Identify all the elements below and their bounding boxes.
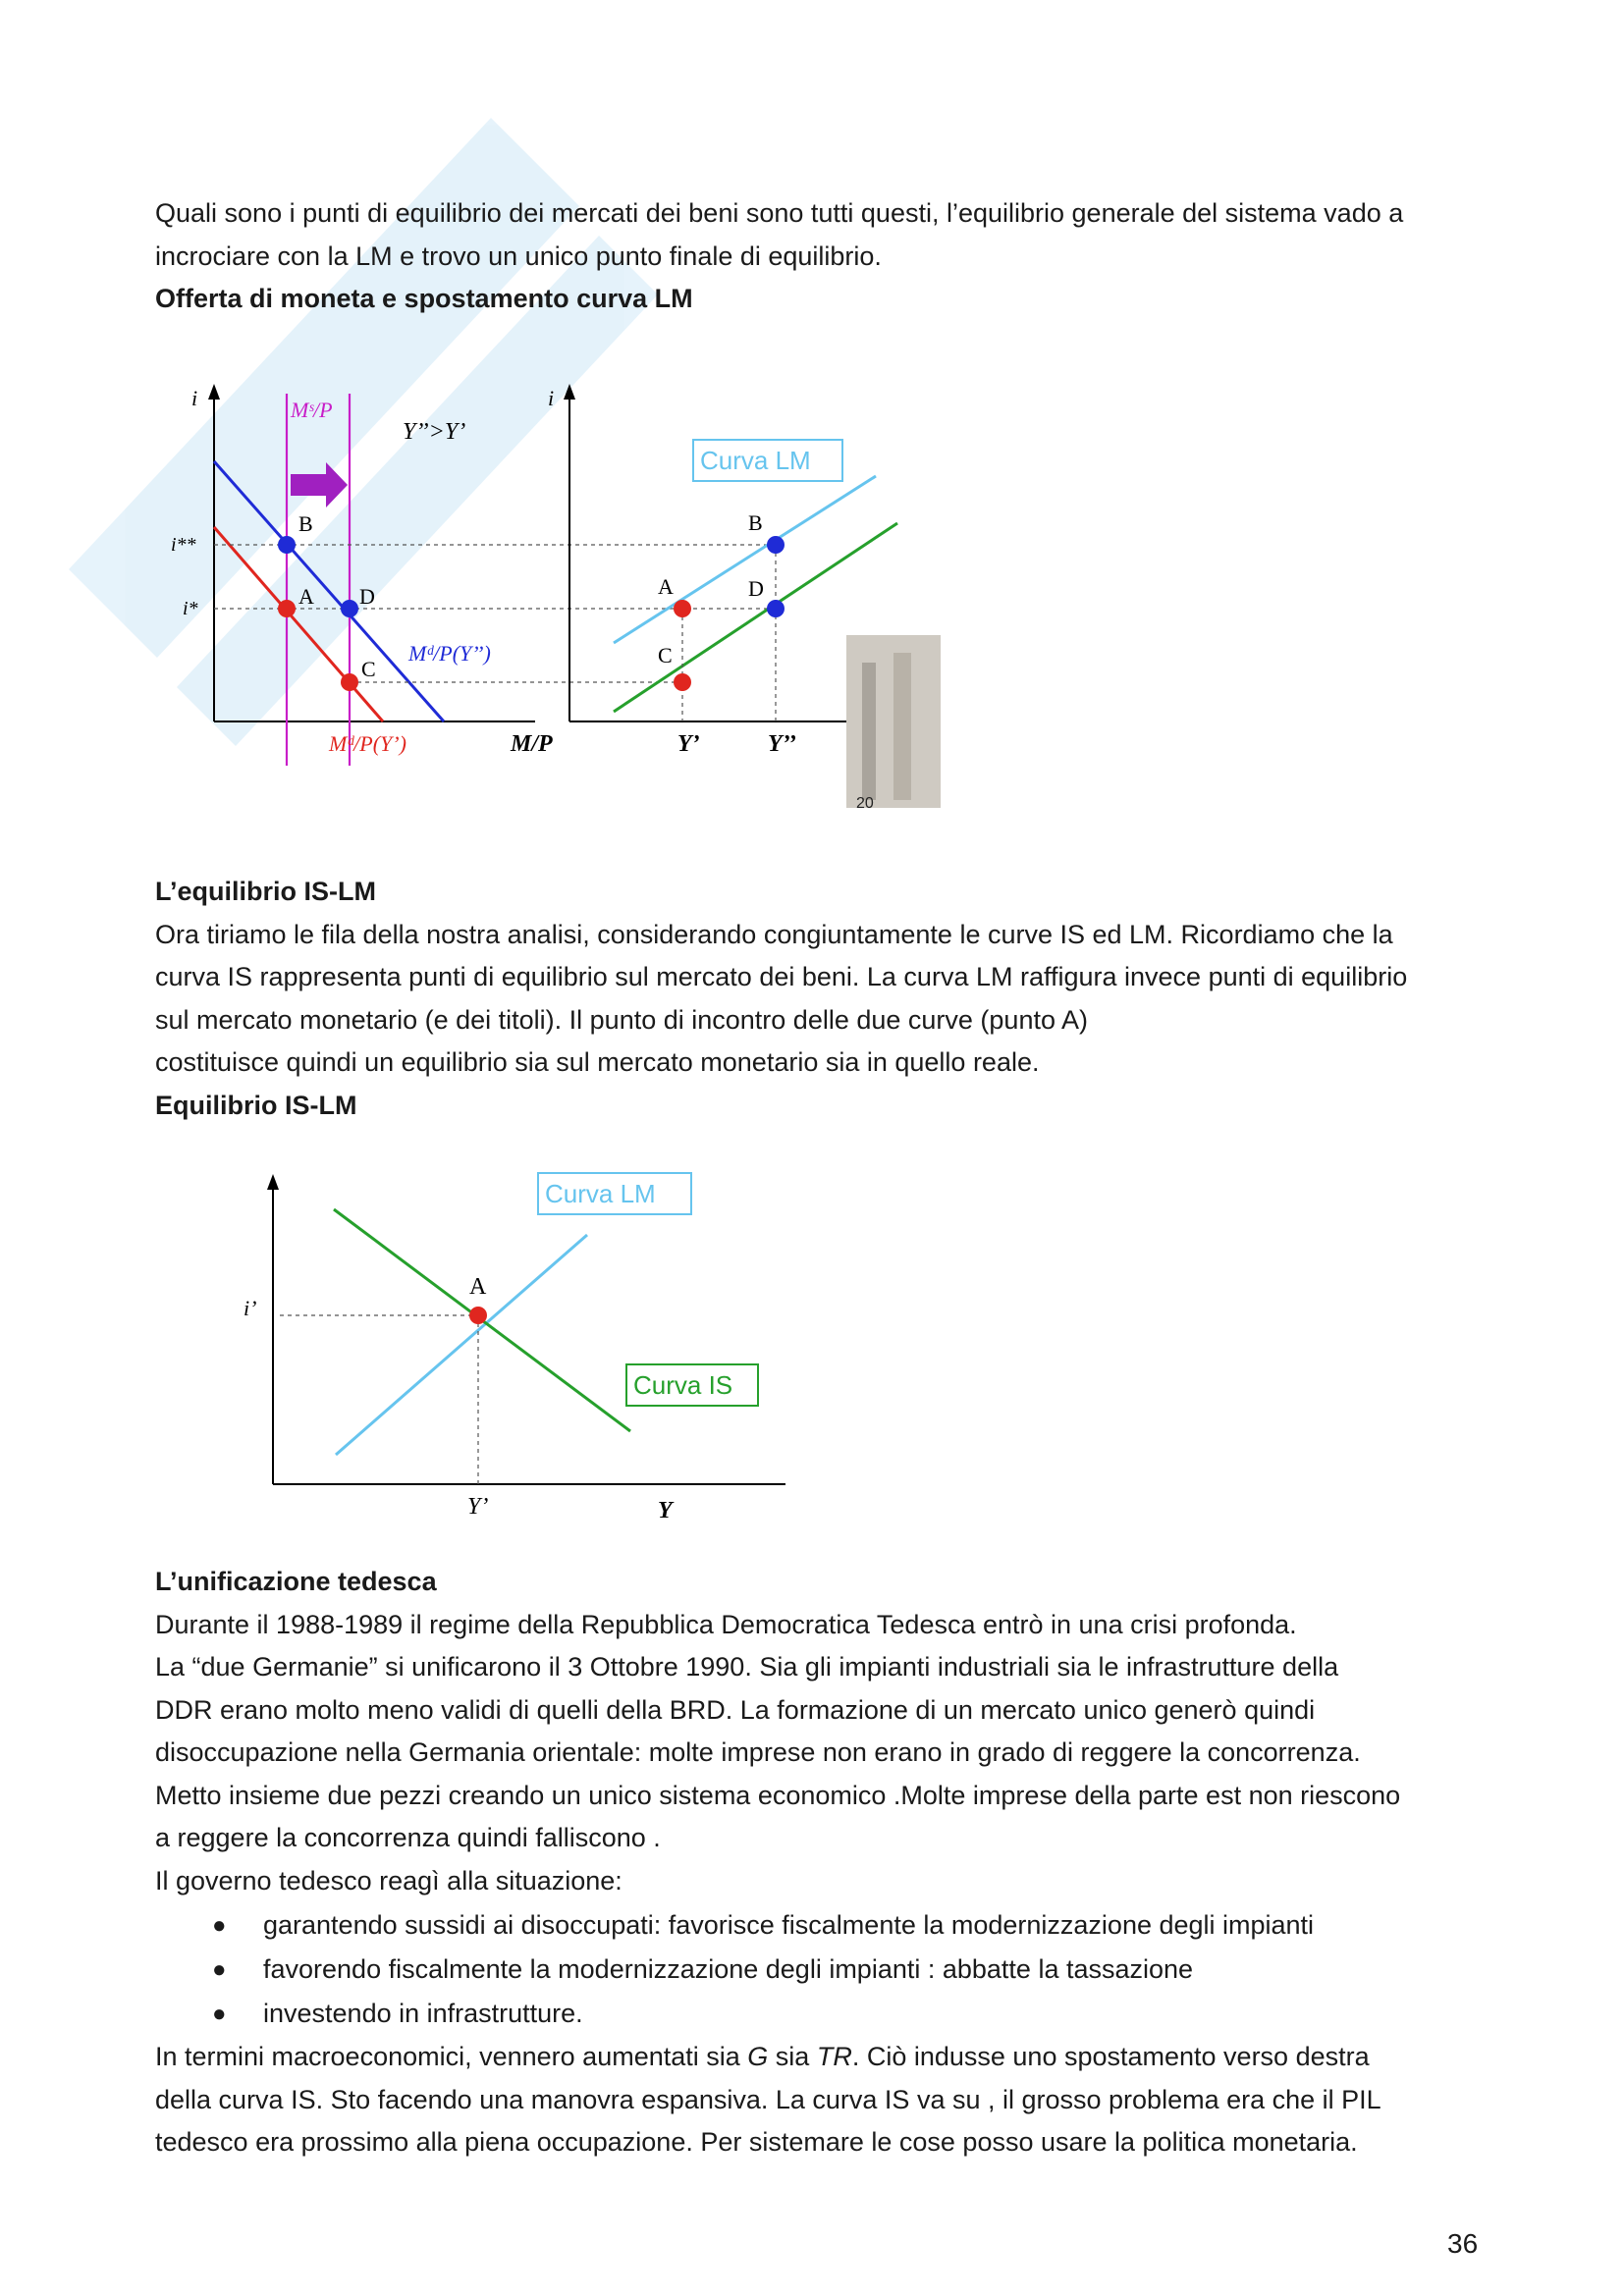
intro-line: incrociare con la LM e trovo un unico punto finale di equilibrio. — [155, 240, 882, 271]
closing-paragraph — [155, 2036, 1490, 2164]
right-label-c: C — [658, 643, 673, 667]
right-y-axis-label: i — [548, 386, 555, 410]
paragraph-line: curva IS rappresenta punti di equilibrio sul mercato dei beni. La curva LM raffigura invece punti di equilibrio — [155, 962, 1408, 991]
bullet-text: favorendo fiscalmente la modernizzazione degli impianti : abbatte la tassazione — [263, 1954, 1194, 1984]
fig2-y-label: Y’ — [467, 1494, 489, 1520]
paragraph-line: DDR erano molto meno validi di quelli della BRD. La formazione di un mercato unico generò quindi — [155, 1694, 1316, 1725]
text-run: sia — [768, 2042, 817, 2071]
paragraph-line: sul mercato monetario (e dei titoli). Il punto di incontro delle due curve (punto A) — [155, 1004, 1088, 1035]
paragraph-line: a reggere la concorrenza quindi falliscono . — [155, 1823, 661, 1852]
paragraph-line: Durante il 1988-1989 il regime della Repubblica Democratica Tedesca entrò in una crisi profonda. — [155, 1609, 1297, 1639]
fig2-is-label: Curva IS — [633, 1370, 733, 1400]
paragraph-line: tedesco era prossimo alla piena occupazione. Per sistemare le cose posso usare la politica monetaria. — [155, 2127, 1358, 2157]
text-run: . Ciò indusse uno spostamento verso destra — [851, 2042, 1370, 2071]
bullet-icon: ● — [212, 1912, 227, 1939]
right-point-d — [767, 600, 785, 617]
right-label-d: D — [748, 576, 764, 601]
intro-paragraph — [155, 192, 1490, 321]
paragraph-line: Il governo tedesco reagì alla situazione: — [155, 1865, 623, 1896]
slide-number: 20 — [856, 795, 874, 812]
right-point-a — [674, 600, 691, 617]
section-heading-is-lm: L’equilibrio IS-LM — [155, 877, 376, 906]
lm-curve-1 — [614, 476, 876, 643]
figure-is-lm-equilibrium — [226, 1168, 815, 1541]
is-lm-paragraph — [155, 871, 1490, 1127]
i-high-label: i** — [171, 534, 196, 556]
right-point-c — [674, 673, 691, 691]
fig2-lm-label: Curva LM — [545, 1179, 656, 1208]
right-label-a: A — [658, 574, 674, 599]
text-run: In termini macroeconomici, vennero aumentati sia — [155, 2042, 748, 2071]
left-y-arrow — [208, 384, 220, 400]
y2-label: Y’’ — [768, 731, 796, 757]
list-item — [155, 1992, 1490, 2036]
right-label-b: B — [748, 510, 763, 535]
shift-arrow-head — [326, 462, 348, 507]
fig2-i-label: i’ — [244, 1296, 257, 1320]
unification-paragraph — [155, 1561, 1490, 1902]
y1-label: Y’ — [677, 731, 700, 757]
ms-label: Mˢ/P — [291, 398, 333, 422]
right-y-arrow — [564, 384, 575, 400]
paragraph-line: disoccupazione nella Germania orientale: molte imprese non erano in grado di reggere la concorrenza. — [155, 1737, 1361, 1767]
fig2-x-axis-label: Y — [658, 1498, 673, 1523]
left-x-axis-label: M/P — [511, 731, 553, 757]
section-heading-unification: L’unificazione tedesca — [155, 1567, 437, 1596]
paragraph-line — [155, 2036, 1490, 2079]
shift-label: Y’’>Y’ — [403, 419, 466, 445]
paragraph-line: costituisce quindi un equilibrio sia sul mercato monetario sia in quello reale. — [155, 1047, 1040, 1077]
md-high-label: Mᵈ/P(Y’’) — [408, 641, 491, 666]
section-heading-lm-shift: Offerta di moneta e spostamento curva LM — [155, 284, 693, 313]
right-point-b — [767, 536, 785, 554]
section-heading-equilibrio: Equilibrio IS-LM — [155, 1090, 357, 1120]
fig2-point-a — [469, 1307, 487, 1324]
intro-line: Quali sono i punti di equilibrio dei mercati dei beni sono tutti questi, l’equilibrio generale del sistema vado a — [155, 198, 1404, 228]
md-low-label: Mᵈ/P(Y’) — [329, 731, 406, 756]
shift-arrow-body — [291, 474, 328, 496]
corner-photo-column — [893, 653, 911, 800]
corner-photo-column — [862, 663, 876, 800]
fig2-lm-curve — [336, 1235, 587, 1455]
page-number: 36 — [1447, 2228, 1479, 2259]
bullet-icon: ● — [212, 1956, 227, 1983]
left-point-a — [278, 600, 296, 617]
paragraph-line: della curva IS. Sto facendo una manovra espansiva. La curva IS va su , il grosso problema era che il PIL — [155, 2084, 1381, 2114]
text-run-italic: G — [747, 2042, 769, 2071]
text-run-italic: TR — [816, 2042, 852, 2071]
i-low-label: i* — [183, 598, 198, 619]
left-point-d — [341, 600, 358, 617]
left-label-a: A — [298, 584, 314, 609]
left-y-axis-label: i — [191, 386, 198, 410]
figure-lm-shift — [167, 378, 952, 829]
list-item — [155, 1948, 1490, 1992]
bullet-text: investendo in infrastrutture. — [263, 1999, 583, 2028]
policy-bullet-list — [155, 1903, 1490, 2036]
left-point-b — [278, 536, 296, 554]
paragraph-line: Ora tiriamo le fila della nostra analisi, considerando congiuntamente le curve IS ed LM. Ricordiamo che la — [155, 919, 1393, 949]
fig2-y-arrow — [267, 1174, 279, 1190]
bullet-icon: ● — [212, 2001, 227, 2027]
left-label-b: B — [298, 511, 313, 536]
list-item — [155, 1903, 1490, 1948]
left-label-d: D — [359, 584, 375, 609]
paragraph-line: La “due Germanie” si unificarono il 3 Ottobre 1990. Sia gli impianti industriali sia le infrastrutture della — [155, 1652, 1339, 1682]
lm-label: Curva LM — [700, 446, 811, 475]
left-point-c — [341, 673, 358, 691]
fig2-label-a: A — [469, 1274, 487, 1300]
bullet-text: garantendo sussidi ai disoccupati: favorisce fiscalmente la modernizzazione degli impianti — [263, 1910, 1315, 1940]
left-label-c: C — [361, 657, 376, 681]
paragraph-line: Metto insieme due pezzi creando un unico sistema economico .Molte imprese della parte est non riescono — [155, 1780, 1401, 1810]
